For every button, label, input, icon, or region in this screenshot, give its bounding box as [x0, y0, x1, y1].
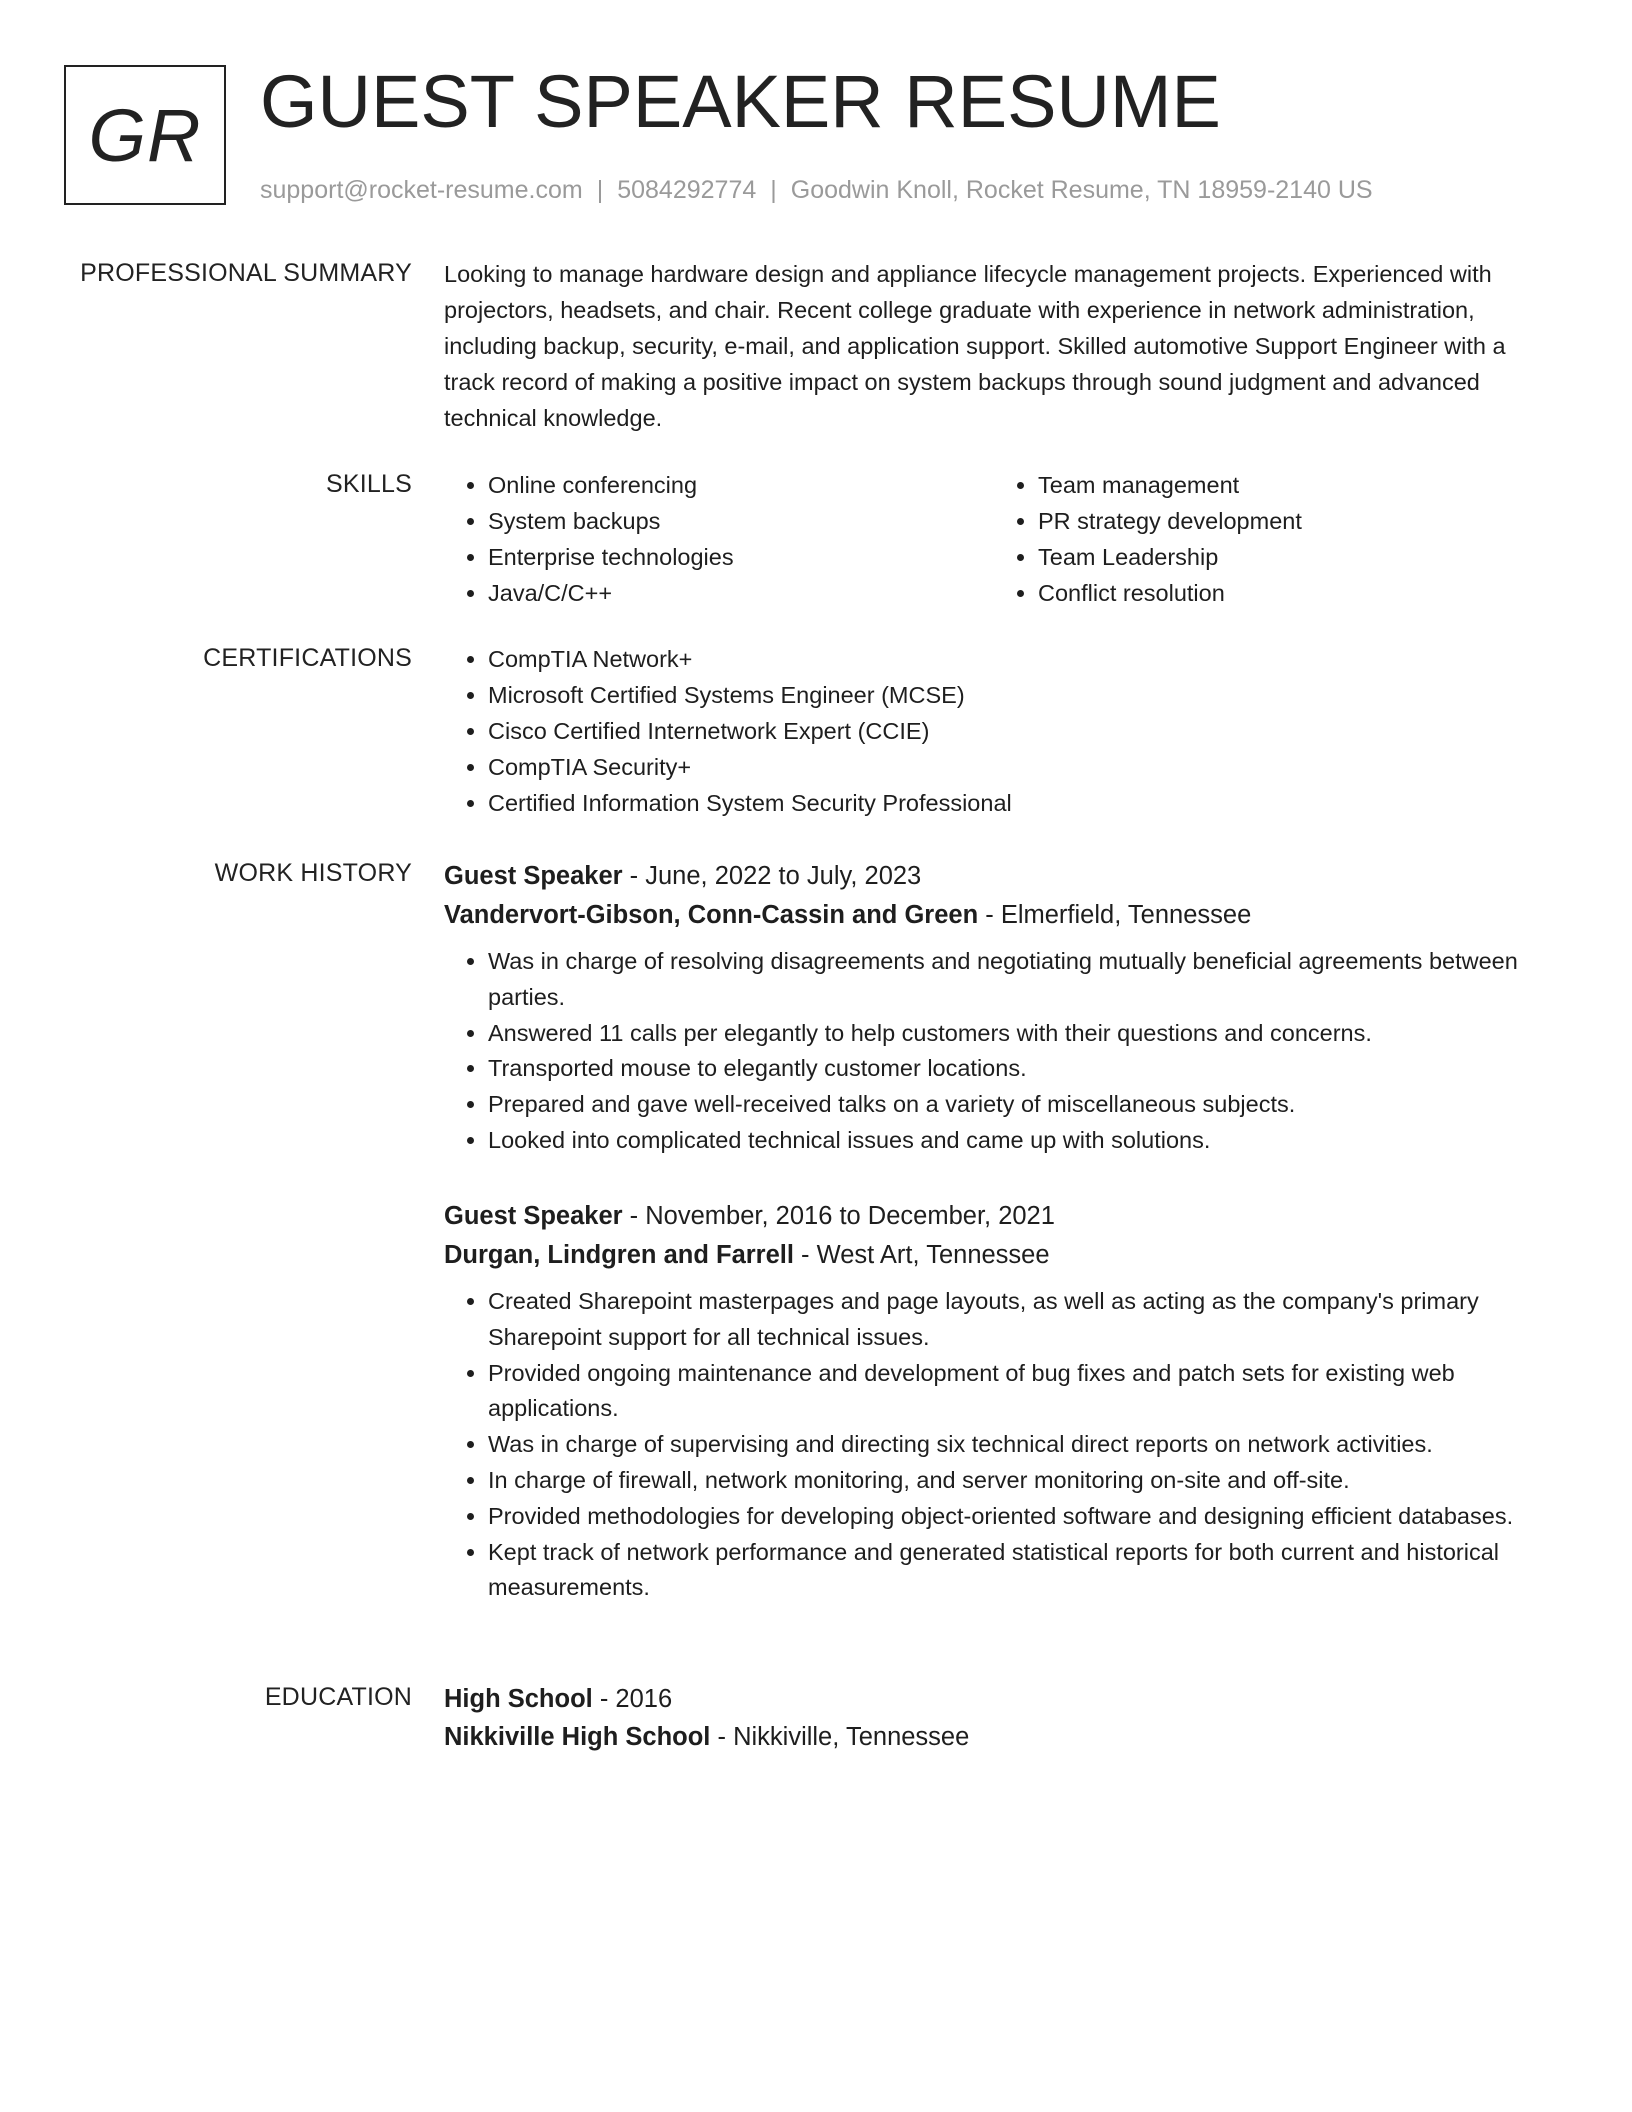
job-title: Guest Speaker — [444, 862, 623, 890]
job-entry — [444, 1196, 1544, 1606]
list-item: • Was in charge of resolving disagreements and negotiating mutually beneficial agreements between parties. — [488, 944, 1544, 1016]
company-location: - West Art, Tennessee — [793, 1241, 1050, 1269]
job-dates: - November, 2016 to December, 2021 — [622, 1202, 1055, 1230]
section-label-education: EDUCATION — [264, 1683, 412, 1711]
list-item: • Provided methodologies for developing object-oriented software and designing efficient databases. — [488, 1499, 1544, 1535]
job-title-line — [444, 856, 1544, 896]
section-label-summary: PROFESSIONAL SUMMARY — [80, 259, 412, 287]
list-item: • Answered 11 calls per elegantly to help customers with their questions and concerns. — [488, 1016, 1544, 1052]
list-item: • CompTIA Network+ — [488, 641, 1544, 677]
section-label-work-history: WORK HISTORY — [214, 859, 412, 887]
list-item: • Kept track of network performance and generated statistical reports for both current and historical measurements. — [488, 1535, 1544, 1607]
skills-grid — [444, 467, 1544, 611]
contact-line — [260, 174, 1373, 206]
monogram-box — [64, 65, 226, 205]
job-dates: - June, 2022 to July, 2023 — [622, 862, 922, 890]
work-history-body — [444, 1196, 1544, 1606]
job-title: Guest Speaker — [444, 1202, 623, 1230]
school-name: Nikkiville High School — [444, 1723, 711, 1751]
certifications-body — [444, 641, 1544, 821]
section-label-certifications: CERTIFICATIONS — [203, 644, 412, 672]
list-item: • Transported mouse to elegantly customer locations. — [488, 1051, 1544, 1087]
school-location: - Nikkiville, Tennessee — [710, 1723, 970, 1751]
company-location: - Elmerfield, Tennessee — [978, 901, 1252, 929]
list-item: • Was in charge of supervising and directing six technical direct reports on network activities. — [488, 1427, 1544, 1463]
degree: High School — [444, 1685, 593, 1713]
school-line — [444, 1718, 1544, 1756]
list-item: • Certified Information System Security Professional — [488, 785, 1544, 821]
job-title-line — [444, 1196, 1544, 1236]
graduation-year: - 2016 — [592, 1685, 673, 1713]
list-item: • Online conferencing — [488, 467, 994, 503]
resume-title: GUEST SPEAKER RESUME — [260, 60, 1221, 143]
list-item: • PR strategy development — [1038, 503, 1544, 539]
list-item: • System backups — [488, 503, 994, 539]
list-item: • Conflict resolution — [1038, 575, 1544, 611]
section-label-skills: SKILLS — [326, 470, 412, 498]
certifications-list — [444, 641, 1544, 821]
job-bullets — [444, 1284, 1544, 1606]
list-item: • Team Leadership — [1038, 539, 1544, 575]
monogram-initials: GR — [88, 93, 202, 177]
contact-email: support@rocket-resume.com — [260, 176, 583, 204]
list-item: • Created Sharepoint masterpages and page layouts, as well as acting as the company's primary Sharepoint support for all technical issues. — [488, 1284, 1544, 1356]
company-name: Vandervort-Gibson, Conn-Cassin and Green — [444, 901, 979, 929]
list-item: • Looked into complicated technical issues and came up with solutions. — [488, 1123, 1544, 1159]
company-line — [444, 896, 1544, 934]
summary-body — [444, 256, 1544, 436]
list-item: • Java/C/C++ — [488, 575, 994, 611]
job-bullets — [444, 944, 1544, 1159]
list-item: • Cisco Certified Internetwork Expert (CCIE) — [488, 713, 1544, 749]
company-line — [444, 1236, 1544, 1274]
skills-list-right — [994, 467, 1544, 611]
list-item: • Enterprise technologies — [488, 539, 994, 575]
education-body — [444, 1680, 1544, 1756]
list-item: • Team management — [1038, 467, 1544, 503]
skills-body — [444, 467, 1544, 611]
degree-line — [444, 1680, 1544, 1718]
contact-phone: 5084292774 — [617, 176, 757, 204]
list-item: • CompTIA Security+ — [488, 749, 1544, 785]
list-item: • In charge of firewall, network monitoring, and server monitoring on-site and off-site. — [488, 1463, 1544, 1499]
summary-text: Looking to manage hardware design and appliance lifecycle management projects. Experienced with projectors, headsets, and chair. Recent college graduate with experience in network administration, including backup, security, e-mail, and application support. Skilled automotive Support Engineer with a track record of making a positive impact on system backups through sound judgment and advanced technical knowledge. — [444, 261, 1506, 431]
job-entry — [444, 856, 1544, 1159]
contact-separator: | — [596, 176, 604, 204]
list-item: • Microsoft Certified Systems Engineer (MCSE) — [488, 677, 1544, 713]
company-name: Durgan, Lindgren and Farrell — [444, 1241, 794, 1269]
list-item: • Prepared and gave well-received talks on a variety of miscellaneous subjects. — [488, 1087, 1544, 1123]
list-item: • Provided ongoing maintenance and development of bug fixes and patch sets for existing web applications. — [488, 1356, 1544, 1428]
contact-address: Goodwin Knoll, Rocket Resume, TN 18959-2140 US — [790, 176, 1373, 204]
skills-list-left — [444, 467, 994, 611]
contact-separator: | — [770, 176, 777, 204]
work-history-body — [444, 856, 1544, 1159]
